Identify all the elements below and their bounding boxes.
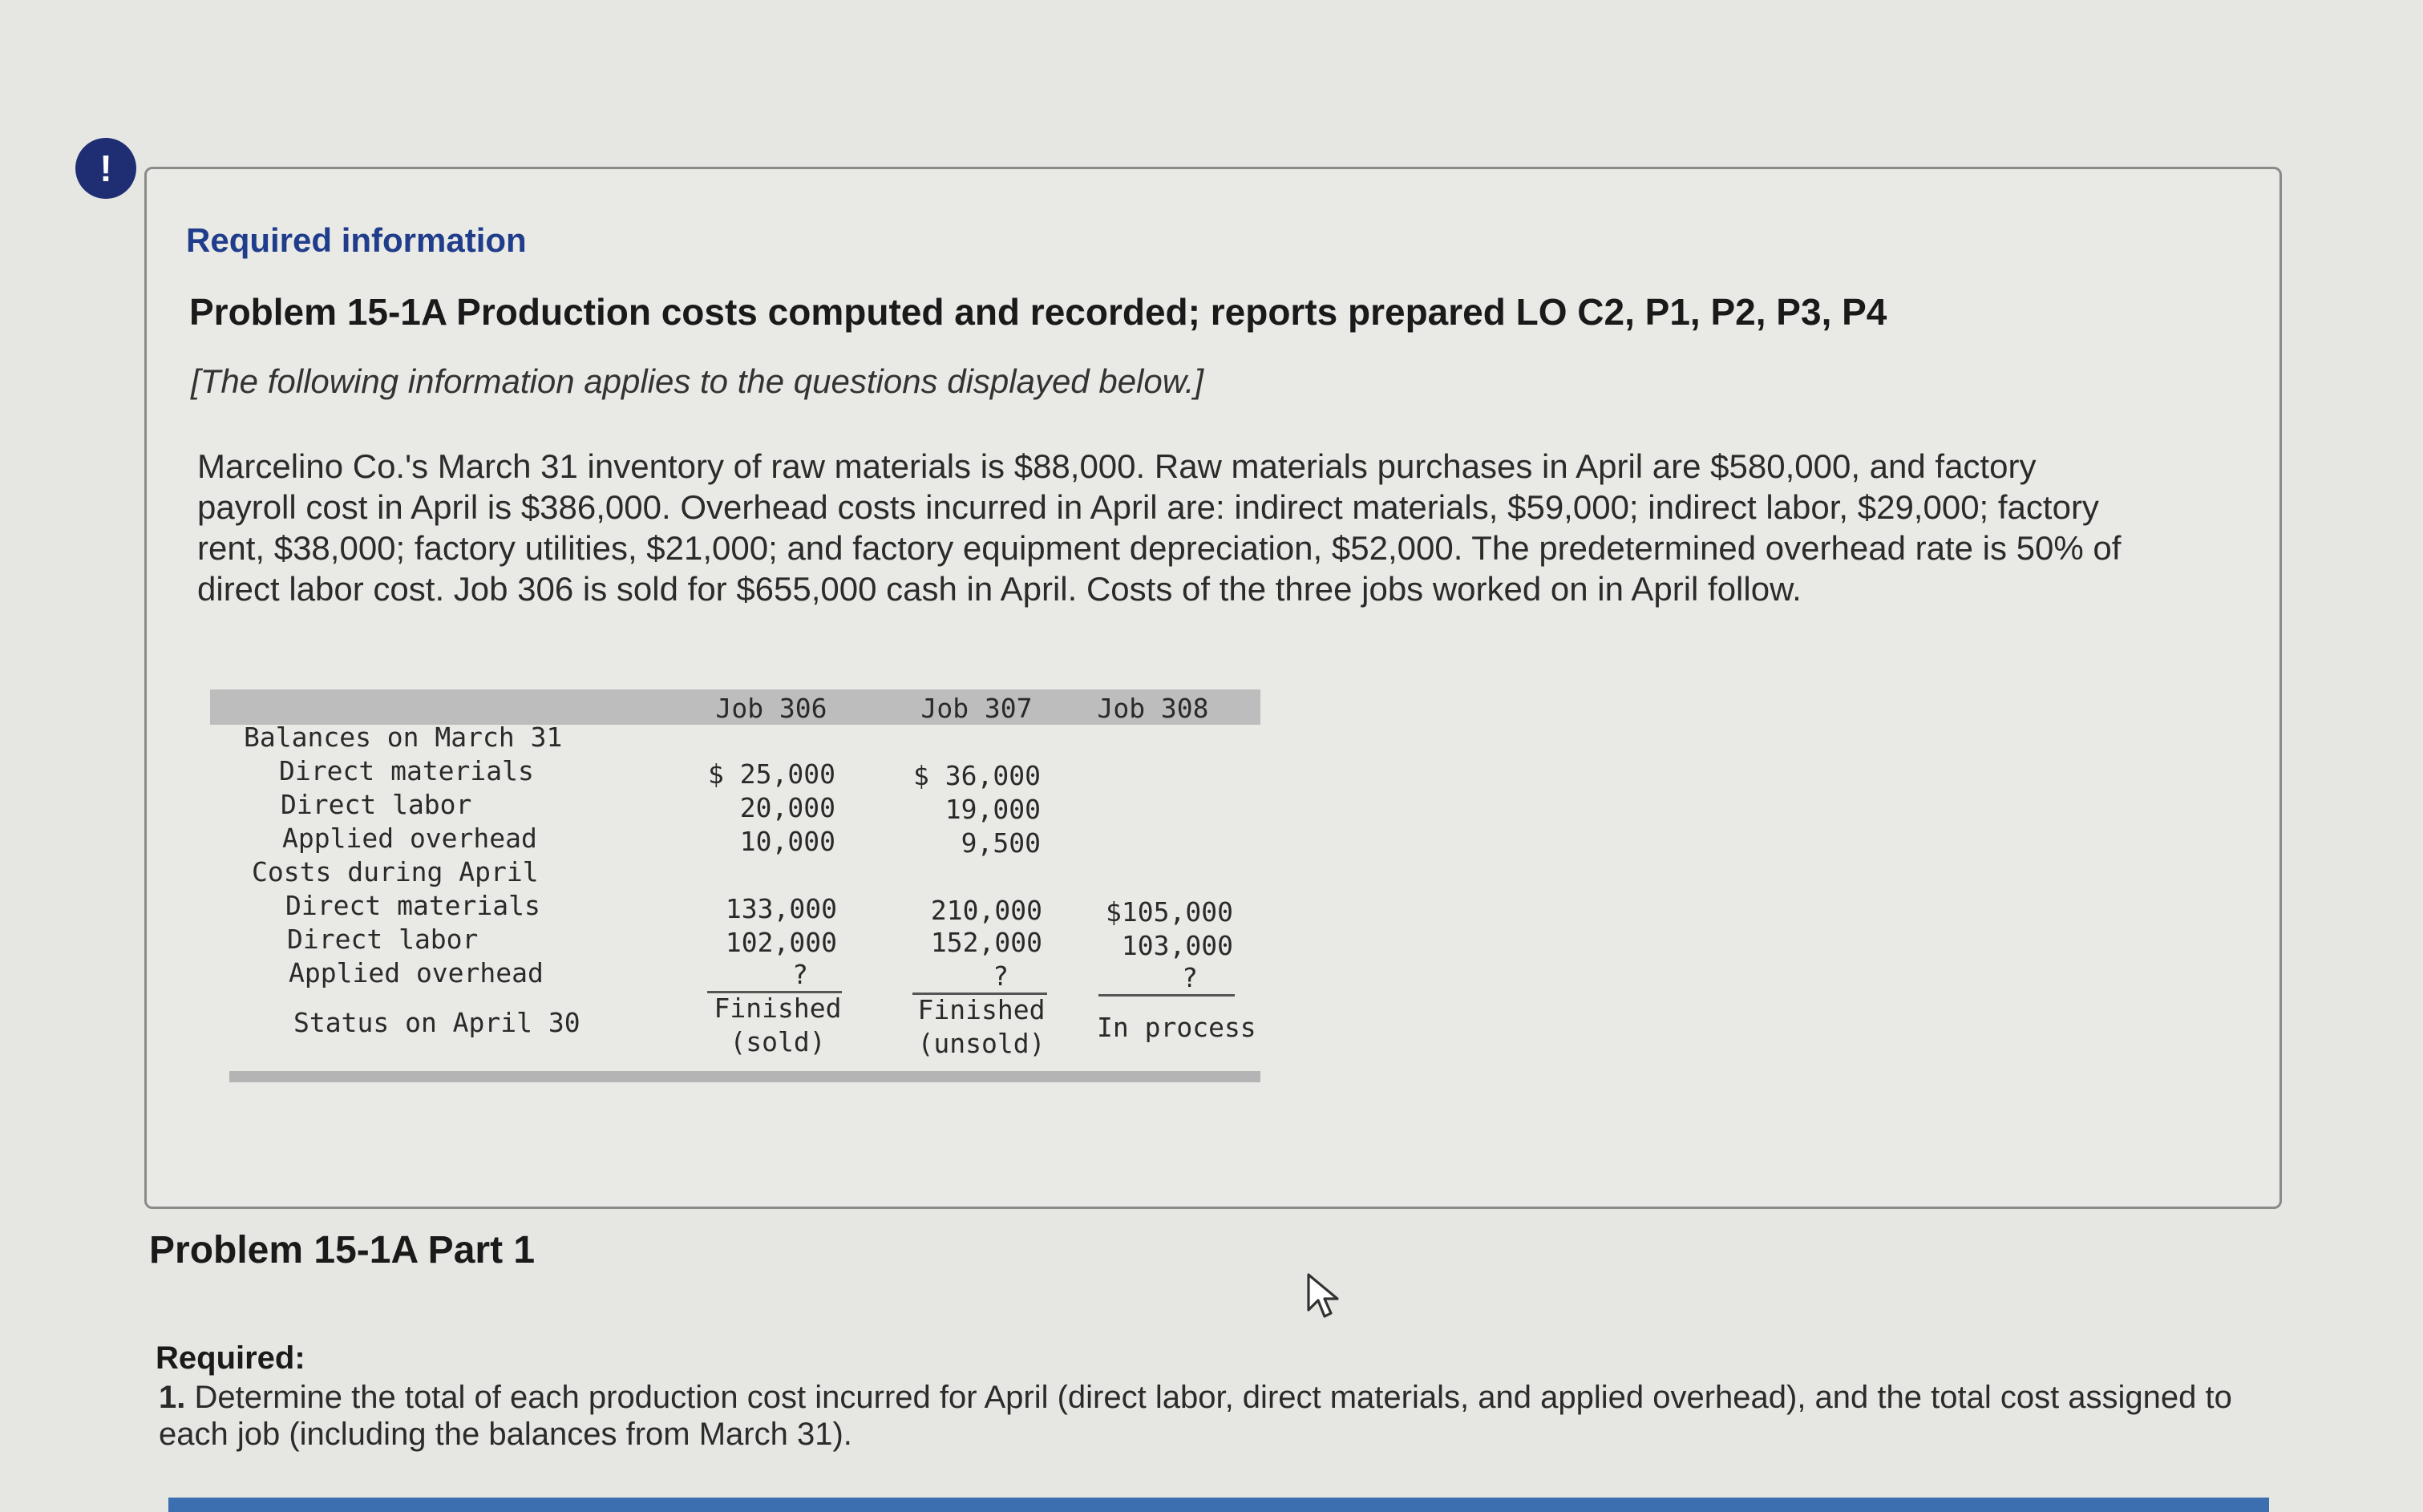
cost-applied-overhead-job-306: ? <box>792 959 808 990</box>
table-footer-bar <box>229 1071 1260 1082</box>
required-number: 1. <box>159 1380 186 1415</box>
required-instruction <box>159 1379 2243 1453</box>
status-job-306-line2: (sold) <box>730 1026 826 1057</box>
balance-direct-materials-job-307: $ 36,000 <box>913 760 1041 791</box>
problem-paragraph: Marcelino Co.'s March 31 inventory of raw materials is $88,000. Raw materials purchases in April are $580,000, and factory payroll cost in April is $386,000. Overhead costs incurred in April are: indirect materials, $59,000; indirect labor, $29,000; factory rent, $38,000; factory utilities, $21,000; and factory equipment depreciation, $52,000. The predetermined overhead rate is 50% of direct labor cost. Job 306 is sold for $655,000 cash in April. Costs of the three jobs worked on in April follow. <box>197 447 2122 608</box>
cost-direct-labor-label: Direct labor <box>287 924 479 955</box>
balance-direct-labor-label: Direct labor <box>281 789 472 820</box>
balance-applied-overhead-label: Applied overhead <box>282 823 537 854</box>
cost-applied-overhead-label: Applied overhead <box>289 957 544 988</box>
status-job-308: In process <box>1097 1012 1256 1043</box>
status-label: Status on April 30 <box>293 1007 580 1038</box>
column-header-job-308: Job 308 <box>1097 693 1209 724</box>
section-balances-label: Balances on March 31 <box>244 722 563 753</box>
mouse-pointer-icon <box>1305 1271 1344 1323</box>
total-rule-job-308 <box>1098 994 1235 997</box>
cost-direct-labor-job-307: 152,000 <box>930 927 1042 958</box>
status-job-307-line2: (unsold) <box>917 1028 1046 1059</box>
applies-note: [The following information applies to the questions displayed below.] <box>191 362 1204 400</box>
part-title: Problem 15-1A Part 1 <box>149 1229 536 1271</box>
answer-panel-header <box>168 1498 2269 1512</box>
alert-badge <box>75 138 136 199</box>
balance-direct-materials-label: Direct materials <box>279 755 534 786</box>
section-costs-label: Costs during April <box>252 856 539 887</box>
status-job-307-line1: Finished <box>917 994 1046 1025</box>
cost-applied-overhead-job-308: ? <box>1182 962 1198 993</box>
cost-direct-labor-job-306: 102,000 <box>725 927 837 958</box>
cost-direct-materials-job-306: 133,000 <box>725 893 837 924</box>
balance-direct-labor-job-307: 19,000 <box>945 794 1041 825</box>
cost-direct-materials-job-308: $105,000 <box>1106 896 1233 928</box>
problem-title: Problem 15-1A Production costs computed and recorded; reports prepared LO C2, P1, P2, P3, P4 <box>189 291 1887 333</box>
balance-direct-labor-job-306: 20,000 <box>739 792 835 823</box>
required-instruction-text: Determine the total of each production cost incurred for April (direct labor, direct materials, and applied overhead), and the total cost assigned to each job (including the balances from March 31). <box>159 1380 2232 1452</box>
exclamation-icon: ! <box>99 148 112 189</box>
balance-applied-overhead-job-307: 9,500 <box>961 827 1041 859</box>
required-information-heading: Required information <box>186 221 527 259</box>
column-header-job-307: Job 307 <box>920 693 1033 724</box>
cost-direct-materials-label: Direct materials <box>285 890 540 921</box>
balance-direct-materials-job-306: $ 25,000 <box>708 758 835 790</box>
cost-direct-materials-job-307: 210,000 <box>930 895 1042 926</box>
cost-direct-labor-job-308: 103,000 <box>1121 930 1233 961</box>
balance-applied-overhead-job-306: 10,000 <box>739 826 835 857</box>
required-label: Required: <box>156 1340 305 1376</box>
cost-applied-overhead-job-307: ? <box>993 960 1009 992</box>
column-header-job-306: Job 306 <box>715 693 827 724</box>
status-job-306-line1: Finished <box>714 993 842 1024</box>
job-cost-table <box>210 689 1260 1090</box>
